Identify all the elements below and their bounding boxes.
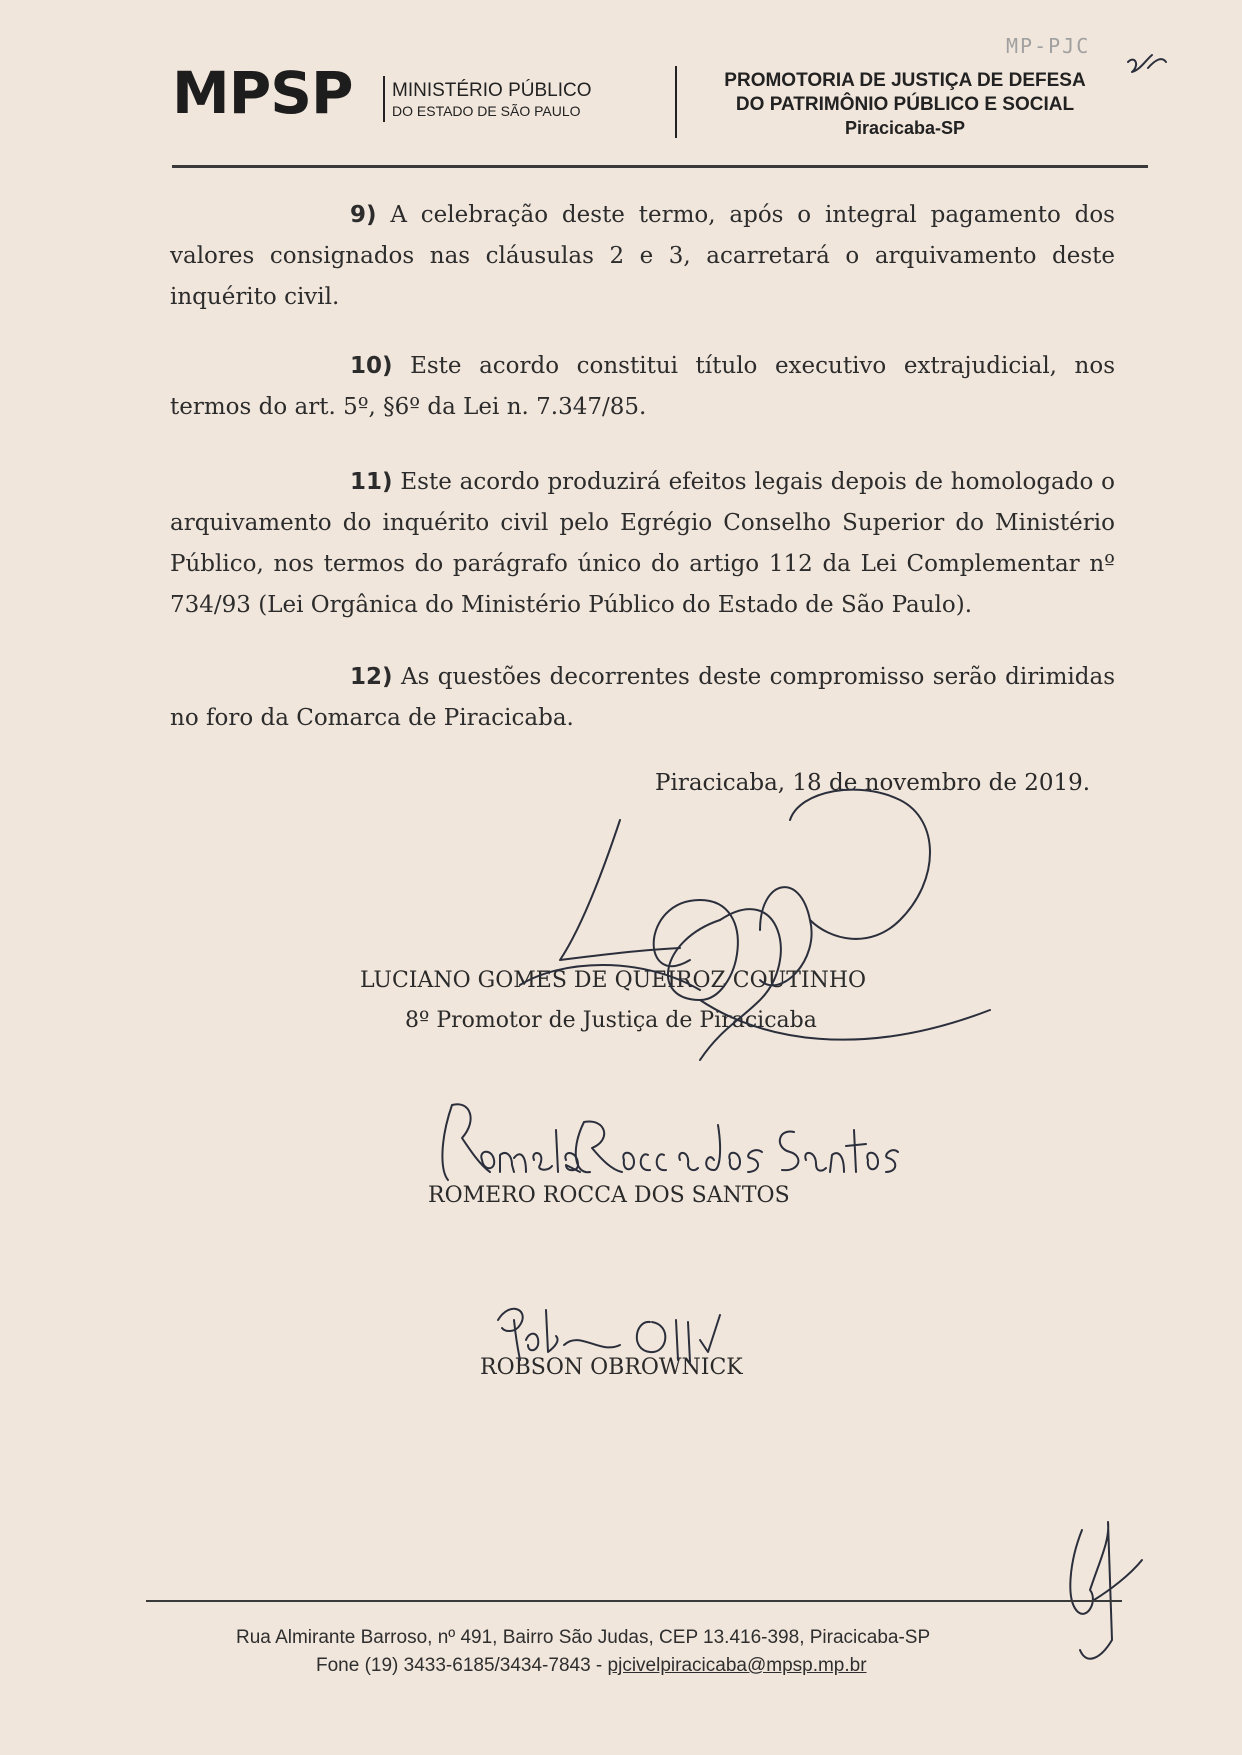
logo-subtitle-line1: MINISTÉRIO PÚBLICO xyxy=(392,80,592,101)
clause-11 xyxy=(170,462,1115,626)
clause-9 xyxy=(170,195,1115,318)
footer-email-link[interactable]: pjcivelpiracicaba@mpsp.mp.br xyxy=(607,1655,867,1676)
promotoria-title-line1: PROMOTORIA DE JUSTIÇA DE DEFESA xyxy=(724,70,1086,91)
clause-number: 12) xyxy=(350,664,393,690)
mpsp-logo: MPSP xyxy=(172,59,353,127)
clause-number: 11) xyxy=(350,469,393,495)
protocol-stamp xyxy=(1002,20,1160,62)
stamp-text: MP-PJC xyxy=(1006,34,1091,58)
clause-text: Este acordo produzirá efeitos legais depois de homologado o arquivamento do inquérito civil pelo Egrégio Conselho Superior do Ministério Público, nos termos do parágrafo único do artigo 112 da Lei Complementar nº 734/93 (Lei Orgânica do Ministério Público do Estado de São Paulo). xyxy=(170,469,1115,618)
clause-number: 10) xyxy=(350,353,393,379)
clause-10 xyxy=(170,346,1115,428)
initials-bottom-right xyxy=(1070,1522,1142,1659)
footer-contact xyxy=(316,1655,867,1677)
signatory-title-1: 8º Promotor de Justiça de Piracicaba xyxy=(405,1008,817,1033)
clause-number: 9) xyxy=(350,202,377,228)
promotoria-city: Piracicaba-SP xyxy=(844,118,966,138)
footer-phone: Fone (19) 3433-6185/3434-7843 - xyxy=(316,1655,603,1676)
date-line: Piracicaba, 18 de novembro de 2019. xyxy=(655,770,1091,796)
header-divider xyxy=(675,66,677,138)
signatory-name-3: ROBSON OBROWNICK xyxy=(480,1355,743,1380)
promotoria-title-line2: DO PATRIMÔNIO PÚBLICO E SOCIAL xyxy=(735,94,1075,115)
signatory-name-2: ROMERO ROCCA DOS SANTOS xyxy=(428,1183,790,1208)
footer-address: Rua Almirante Barroso, nº 491, Bairro São Judas, CEP 13.416-398, Piracicaba-SP xyxy=(236,1627,931,1648)
logo-subtitle-line2: DO ESTADO DE SÃO PAULO xyxy=(392,103,581,119)
header-rule xyxy=(172,165,1148,168)
clause-text: Este acordo constitui título executivo extrajudicial, nos termos do art. 5º, §6º da Lei n. 7.347/85. xyxy=(170,353,1116,420)
clause-text: As questões decorrentes deste compromisso serão dirimidas no foro da Comarca de Piracicaba. xyxy=(170,664,1115,731)
clause-text: A celebração deste termo, após o integral pagamento dos valores consignados nas cláusulas 2 e 3, acarretará o arquivamento deste inquérito civil. xyxy=(170,202,1115,310)
logo-separator xyxy=(383,76,385,122)
signatory-name-1: LUCIANO GOMES DE QUEIROZ COUTINHO xyxy=(360,968,867,993)
signature-romero xyxy=(442,1104,898,1180)
clause-12 xyxy=(170,657,1115,739)
footer-rule xyxy=(146,1600,1122,1602)
